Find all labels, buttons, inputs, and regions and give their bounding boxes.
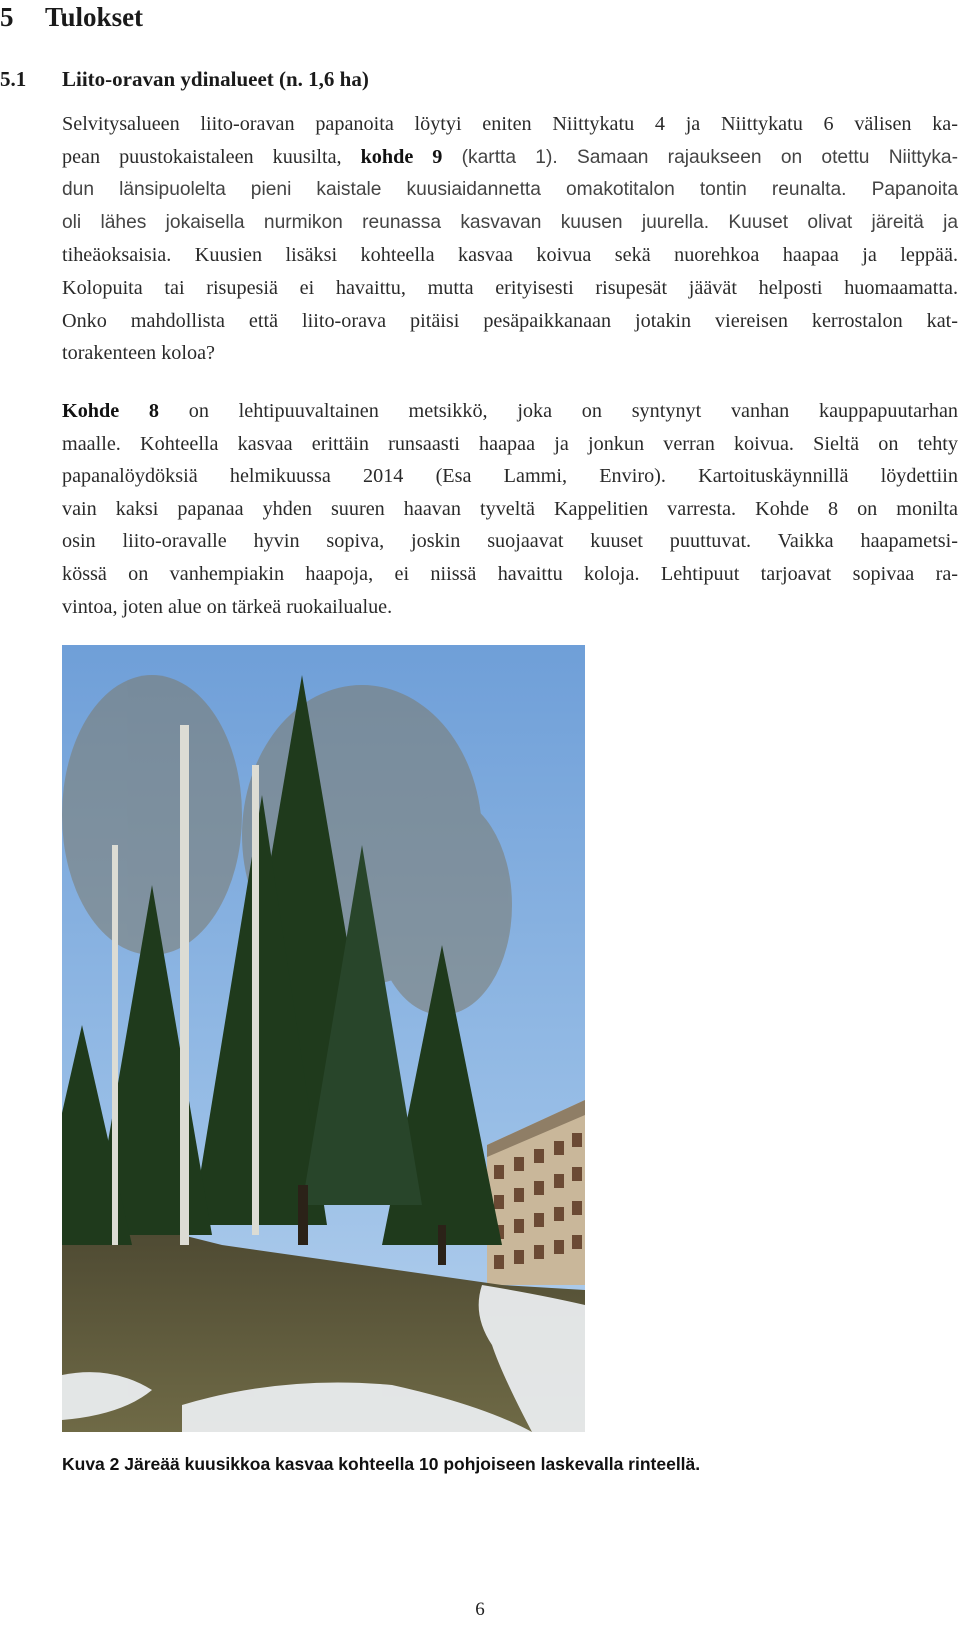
paragraph-line: tiheäoksaisia. Kuusien lisäksi kohteella kasvaa koivua sekä nuorehkoa haapaa ja leppää. bbox=[62, 244, 958, 267]
section-number: 5 bbox=[0, 2, 14, 32]
paragraph-line: vain kaksi papanaa yhden suuren haavan tyveltä Kappelitien varresta. Kohde 8 on monilta bbox=[62, 497, 958, 520]
paragraph-line: Kolopuita tai risupesiä ei havaittu, mutta erityisesti risupesät jäävät helposti huomaamatta. bbox=[62, 276, 958, 299]
paragraph-line: papanalöydöksiä helmikuussa 2014 (Esa Lammi, Enviro). Kartoituskäynnillä löydettiin bbox=[62, 465, 958, 488]
forest-photo bbox=[62, 645, 585, 1432]
text-span: (kartta 1). Samaan rajaukseen on otettu Niittyka- bbox=[442, 146, 958, 168]
paragraph-line: kössä on vanhempiakin haapoja, ei niissä havaittu koloja. Lehtipuut tarjoavat sopivaa ra- bbox=[62, 562, 958, 585]
paragraph-line: oli lähes jokaisella nurmikon reunassa kasvavan kuusen juurella. Kuuset olivat järeitä ja bbox=[62, 211, 958, 233]
text-span: on lehtipuuvaltainen metsikkö, joka on syntynyt vanhan kauppapuutarhan bbox=[159, 400, 958, 422]
paragraph-line bbox=[62, 395, 958, 428]
paragraph-kohde-8 bbox=[62, 395, 958, 623]
page-number: 6 bbox=[475, 1599, 485, 1620]
paragraph-line: Onko mahdollista että liito-orava pitäisi pesäpaikkanaan jotakin viereisen kerrostalon kat- bbox=[62, 309, 958, 332]
subsection-number: 5.1 bbox=[0, 67, 27, 91]
bold-term: Kohde 8 bbox=[62, 400, 160, 422]
text-span: pean puustokaistaleen kuusilta, bbox=[62, 145, 361, 168]
section-title: Tulokset bbox=[45, 2, 144, 32]
subsection-title: Liito-oravan ydinalueet (n. 1,6 ha) bbox=[62, 67, 369, 91]
paragraph-line: dun länsipuolelta pieni kaistale kuusiaidannetta omakotitalon tontin reunalta. Papanoita bbox=[62, 179, 958, 201]
figure-caption: Kuva 2 Järeää kuusikkoa kasvaa kohteella 10 pohjoiseen laskevalla rinteellä. bbox=[62, 1454, 701, 1474]
paragraph-kohde-9 bbox=[62, 108, 958, 370]
paragraph-line bbox=[62, 141, 958, 175]
bold-term: kohde 9 bbox=[360, 145, 443, 168]
paragraph-line: torakenteen koloa? bbox=[62, 342, 216, 365]
paragraph-line: maalle. Kohteella kasvaa erittäin runsaasti haapaa ja jonkun verran koivua. Sieltä on tehty bbox=[62, 432, 958, 455]
section-heading bbox=[0, 0, 143, 34]
subsection-heading bbox=[0, 64, 369, 94]
paragraph-line: Selvitysalueen liito-oravan papanoita löytyi eniten Niittykatu 4 ja Niittykatu 6 välisen ka- bbox=[62, 113, 958, 135]
paragraph-line: vintoa, joten alue on tärkeä ruokailualue. bbox=[62, 595, 393, 618]
paragraph-line: osin liito-oravalle hyvin sopiva, joskin suojaavat kuuset puuttuvat. Vaikka haapametsi- bbox=[62, 530, 958, 553]
